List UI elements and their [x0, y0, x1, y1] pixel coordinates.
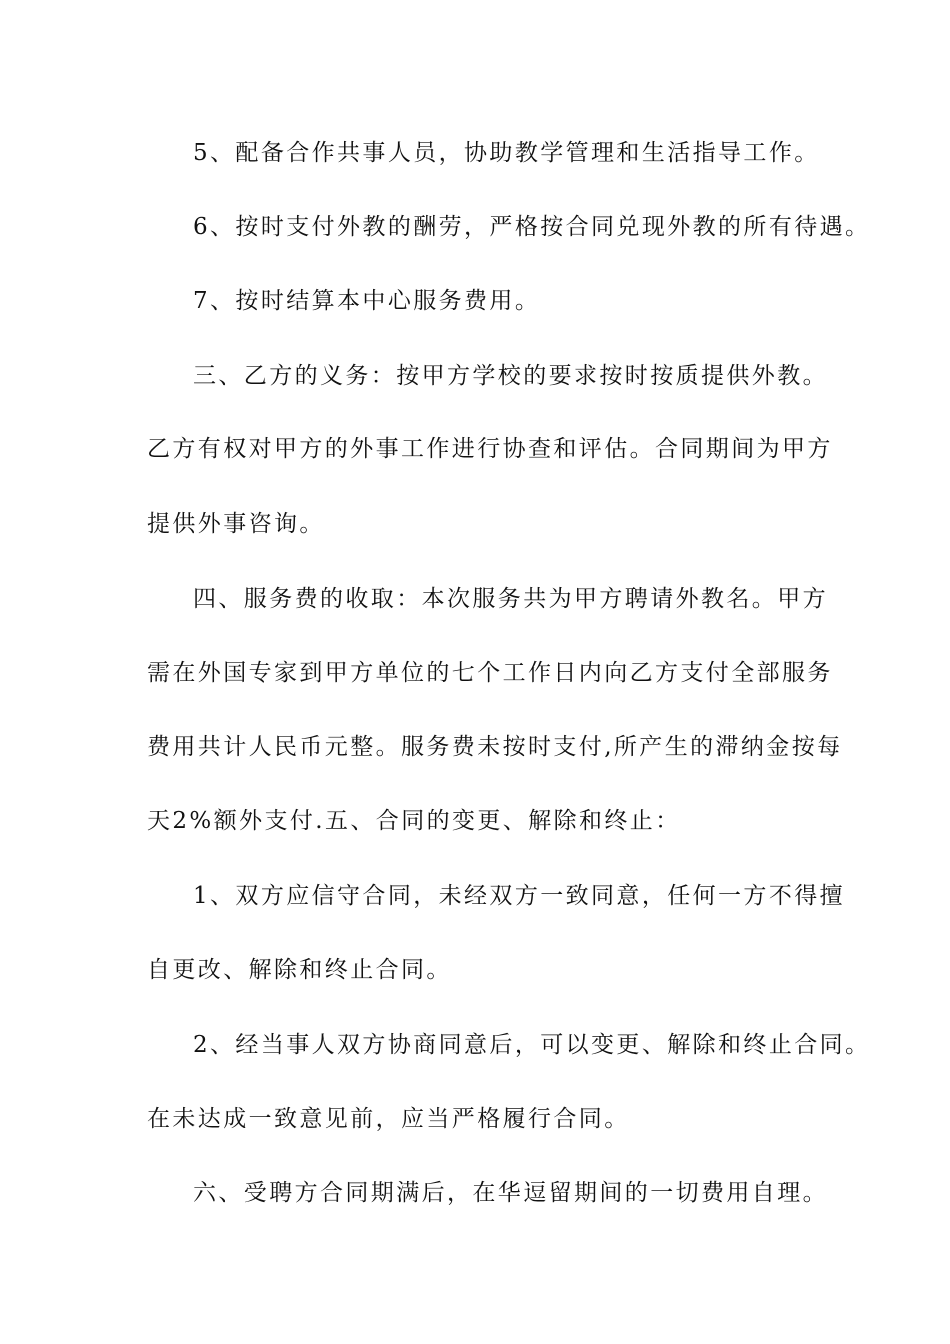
paragraph-line: 提供外事咨询。: [147, 511, 325, 537]
paragraph-line: 5、配备合作共事人员，协助教学管理和生活指导工作。: [193, 140, 820, 166]
paragraph-line: 1、双方应信守合同，未经双方一致同意，任何一方不得擅: [193, 883, 846, 909]
paragraph-line: 2、经当事人双方协商同意后，可以变更、解除和终止合同。: [193, 1032, 871, 1058]
paragraph-line: 自更改、解除和终止合同。: [147, 957, 452, 983]
paragraph-line: 6、按时支付外教的酬劳，严格按合同兑现外教的所有待遇。: [193, 214, 871, 240]
paragraph-line: 需在外国专家到甲方单位的七个工作日内向乙方支付全部服务: [147, 660, 833, 686]
paragraph-line: 7、按时结算本中心服务费用。: [193, 288, 541, 314]
paragraph-line: 费用共计人民币元整。服务费未按时支付,所产生的滞纳金按每: [147, 734, 843, 760]
paragraph-line: 四、服务费的收取：本次服务共为甲方聘请外教名。甲方: [193, 586, 828, 612]
paragraph-line: 三、乙方的义务：按甲方学校的要求按时按质提供外教。: [193, 363, 828, 389]
paragraph-line: 在未达成一致意见前，应当严格履行合同。: [147, 1106, 630, 1132]
paragraph-line: 天2%额外支付.五、合同的变更、解除和终止：: [147, 808, 681, 834]
paragraph-line: 乙方有权对甲方的外事工作进行协查和评估。合同期间为甲方: [147, 436, 833, 462]
paragraph-line: 六、受聘方合同期满后，在华逗留期间的一切费用自理。: [193, 1180, 828, 1206]
